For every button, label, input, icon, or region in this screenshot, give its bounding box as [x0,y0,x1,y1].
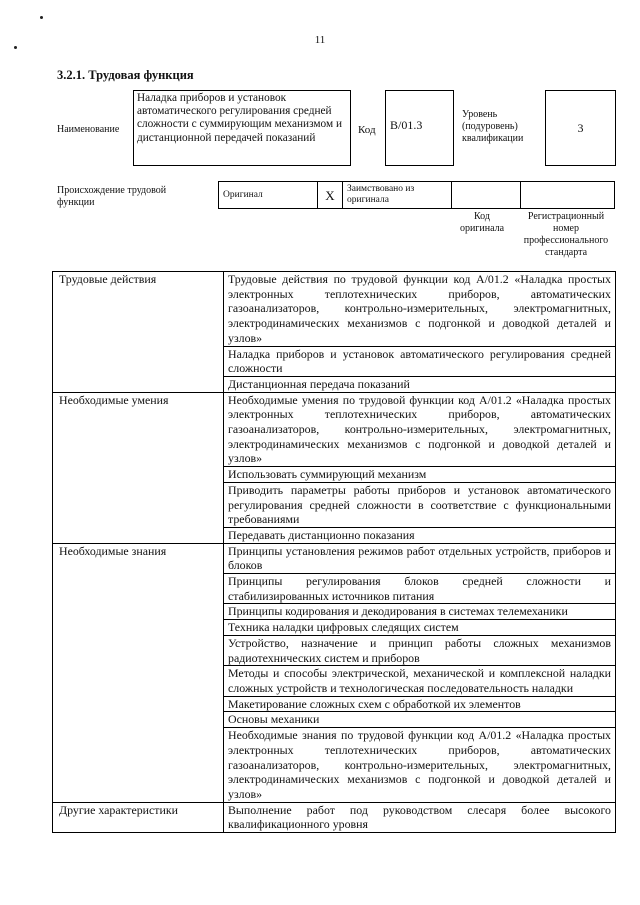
item-cell: Трудовые действия по трудовой функции код А/01.2 «Наладка простых электронных теплотехнических приборов, автоматических газоанализаторов, контрольно-измерительных, электромагнитных, электродинамических механизмов с подгонкой и доводкой деталей и узлов» [224,272,616,347]
item-cell: Использовать суммирующий механизм [224,467,616,483]
table-row [53,543,616,573]
labor-function-table [52,271,616,833]
item-cell: Необходимые знания по трудовой функции код А/01.2 «Наладка простых электронных теплотехнических приборов, автоматических газоанализаторов, контрольно-измерительных, электромагнитных, электродинамических механизмов с подгонкой и доводкой деталей и узлов» [224,728,616,803]
code-label: Код [358,124,376,136]
table-row [53,802,616,832]
category-cell [53,392,224,543]
borrowed-cell [343,182,452,209]
origin-label: Происхождение трудовой функции [57,185,167,208]
origin-table [218,181,615,209]
code-caption: Код оригинала [459,211,505,234]
scan-speck [14,46,17,49]
code-value: В/01.3 [390,118,423,132]
table-row [53,392,616,467]
category-label: Необходимые знания [59,543,167,558]
borrowed-label: Заимствовано из оригинала [347,184,415,205]
category-cell [53,802,224,832]
table-row [53,272,616,347]
item-cell: Передавать дистанционно показания [224,527,616,543]
page-number: 11 [314,34,326,46]
item-cell: Макетирование сложных схем с обработкой их элементов [224,696,616,712]
code-box [385,90,454,166]
level-box [545,90,616,166]
item-cell: Приводить параметры работы приборов и установок автоматического регулирования средней сложности в соответствие с функциональными требованиями [224,482,616,527]
original-mark: X [325,187,335,203]
original-mark-cell [318,182,343,209]
category-label: Необходимые умения [59,392,169,407]
item-cell: Дистанционная передача показаний [224,376,616,392]
registration-caption: Регистрационный номер профессионального стандарта [523,211,609,258]
item-cell: Наладка приборов и установок автоматического регулирования средней сложности [224,346,616,376]
item-cell: Принципы регулирования блоков средней сложности и стабилизированных источников питания [224,574,616,604]
item-cell: Выполнение работ под руководством слесаря более высокого квалификационного уровня [224,802,616,832]
original-label: Оригинал [223,189,263,200]
level-value: 3 [577,121,584,135]
item-cell: Методы и способы электрической, механической и комплексной наладки сложных устройств и технологическая последовательность наладки [224,666,616,696]
item-cell: Принципы кодирования и декодирования в системах телемеханики [224,604,616,620]
original-code-cell [452,182,521,209]
original-cell [219,182,318,209]
function-name-value: Наладка приборов и установок автоматического регулирования средней сложности с суммирующим механизмом и дистанционной передачей показаний [137,92,342,144]
item-cell: Принципы установления режимов работ отдельных устройств, приборов и блоков [224,543,616,573]
category-cell [53,272,224,393]
level-label: Уровень (подуровень) квалификации [462,109,524,144]
category-label: Трудовые действия [59,272,157,286]
item-cell: Необходимые умения по трудовой функции код А/01.2 «Наладка простых электронных теплотехнических приборов, автоматических газоанализаторов, контрольно-измерительных, электромагнитных, электродинамических механизмов с подгонкой и доводкой деталей и узлов» [224,392,616,467]
category-label: Другие характеристики [59,802,179,817]
scan-speck [40,16,43,19]
item-cell: Основы механики [224,712,616,728]
section-title: 3.2.1. Трудовая функция [57,68,194,82]
category-cell [53,543,224,802]
function-name-box [133,90,351,166]
item-cell: Устройство, назначение и принцип работы сложных механизмов радиотехнических систем и приборов [224,635,616,665]
name-label: Наименование [57,124,120,135]
item-cell: Техника наладки цифровых следящих систем [224,620,616,636]
registration-number-cell [521,182,615,209]
